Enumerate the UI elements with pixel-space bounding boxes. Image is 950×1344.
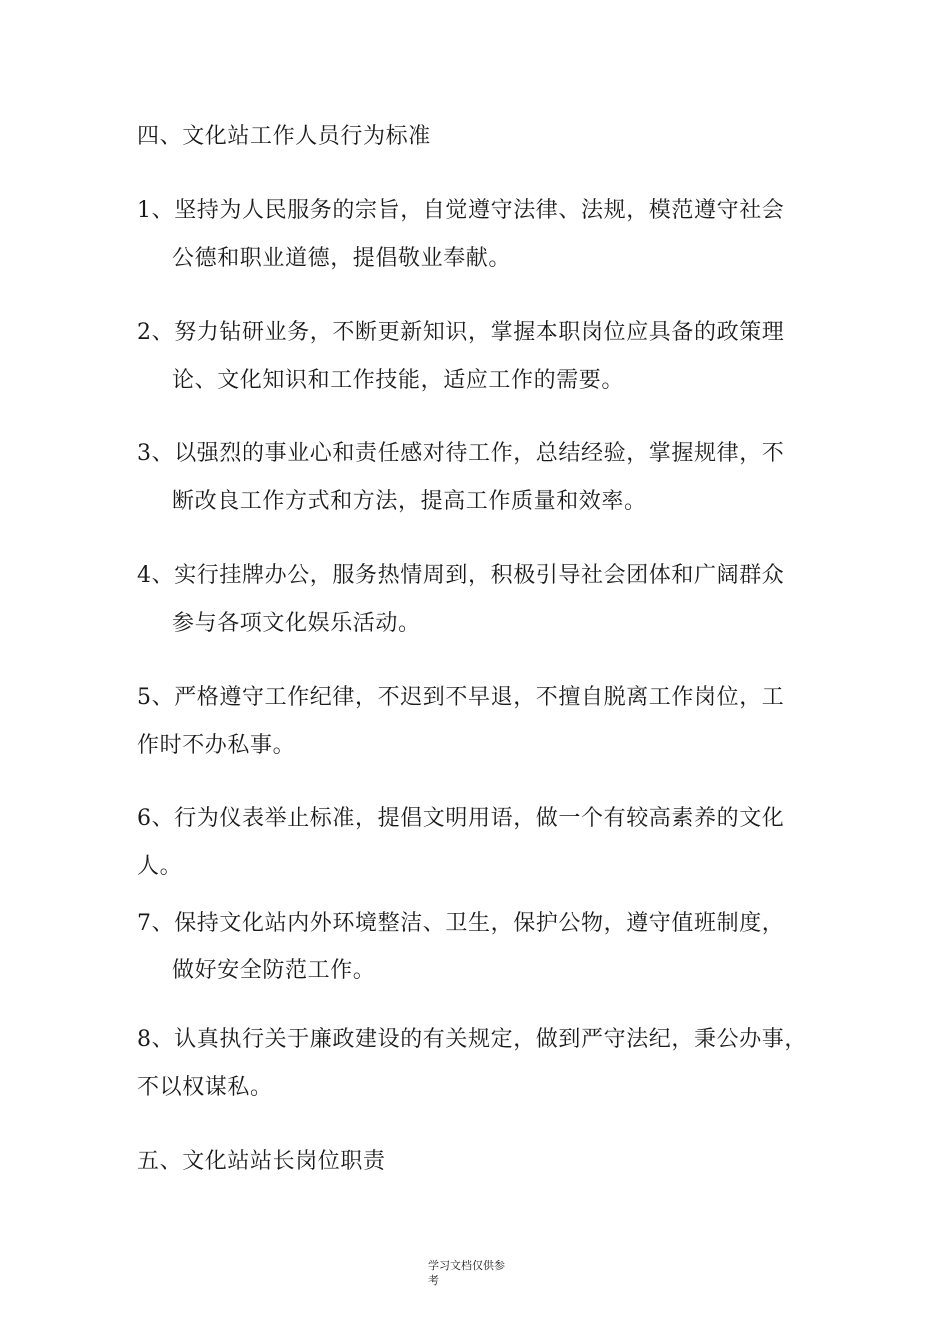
- item-8-line-1: 8、认真执行关于廉政建设的有关规定，做到严守法纪，秉公办事，: [137, 1027, 807, 1052]
- item-7-line-2: 做好安全防范工作。: [172, 958, 376, 983]
- item-8-line-2: 不以权谋私。: [137, 1075, 273, 1100]
- item-2-line-1: 2、努力钻研业务，不断更新知识，掌握本职岗位应具备的政策理: [137, 320, 785, 345]
- item-3-line-1: 3、以强烈的事业心和责任感对待工作，总结经验，掌握规律，不: [137, 441, 785, 466]
- footer-line-2: 考: [428, 1274, 439, 1287]
- item-7-line-1: 7、保持文化站内外环境整洁、卫生，保护公物，遵守值班制度，: [137, 911, 785, 936]
- item-4-line-2: 参与各项文化娱乐活动。: [172, 611, 421, 636]
- section-heading-5: 五、文化站站长岗位职责: [137, 1149, 386, 1174]
- item-2-line-2: 论、文化知识和工作技能，适应工作的需要。: [172, 368, 625, 393]
- item-6-line-2: 人。: [137, 854, 183, 879]
- page-footer: [428, 1258, 505, 1288]
- item-1-line-1: 1、坚持为人民服务的宗旨，自觉遵守法律、法规，模范遵守社会: [137, 198, 785, 223]
- footer-line-1: 学习文档仅供参: [428, 1259, 505, 1272]
- item-6-line-1: 6、行为仪表举止标准，提倡文明用语，做一个有较高素养的文化: [137, 806, 785, 831]
- item-5-line-1: 5、严格遵守工作纪律，不迟到不早退，不擅自脱离工作岗位，工: [137, 685, 785, 710]
- section-heading-4: 四、文化站工作人员行为标准: [137, 124, 431, 149]
- item-3-line-2: 断改良工作方式和方法，提高工作质量和效率。: [172, 489, 647, 514]
- item-1-line-2: 公德和职业道德，提倡敬业奉献。: [172, 246, 512, 271]
- item-5-line-2: 作时不办私事。: [137, 733, 296, 758]
- item-4-line-1: 4、实行挂牌办公，服务热情周到，积极引导社会团体和广阔群众: [137, 563, 785, 588]
